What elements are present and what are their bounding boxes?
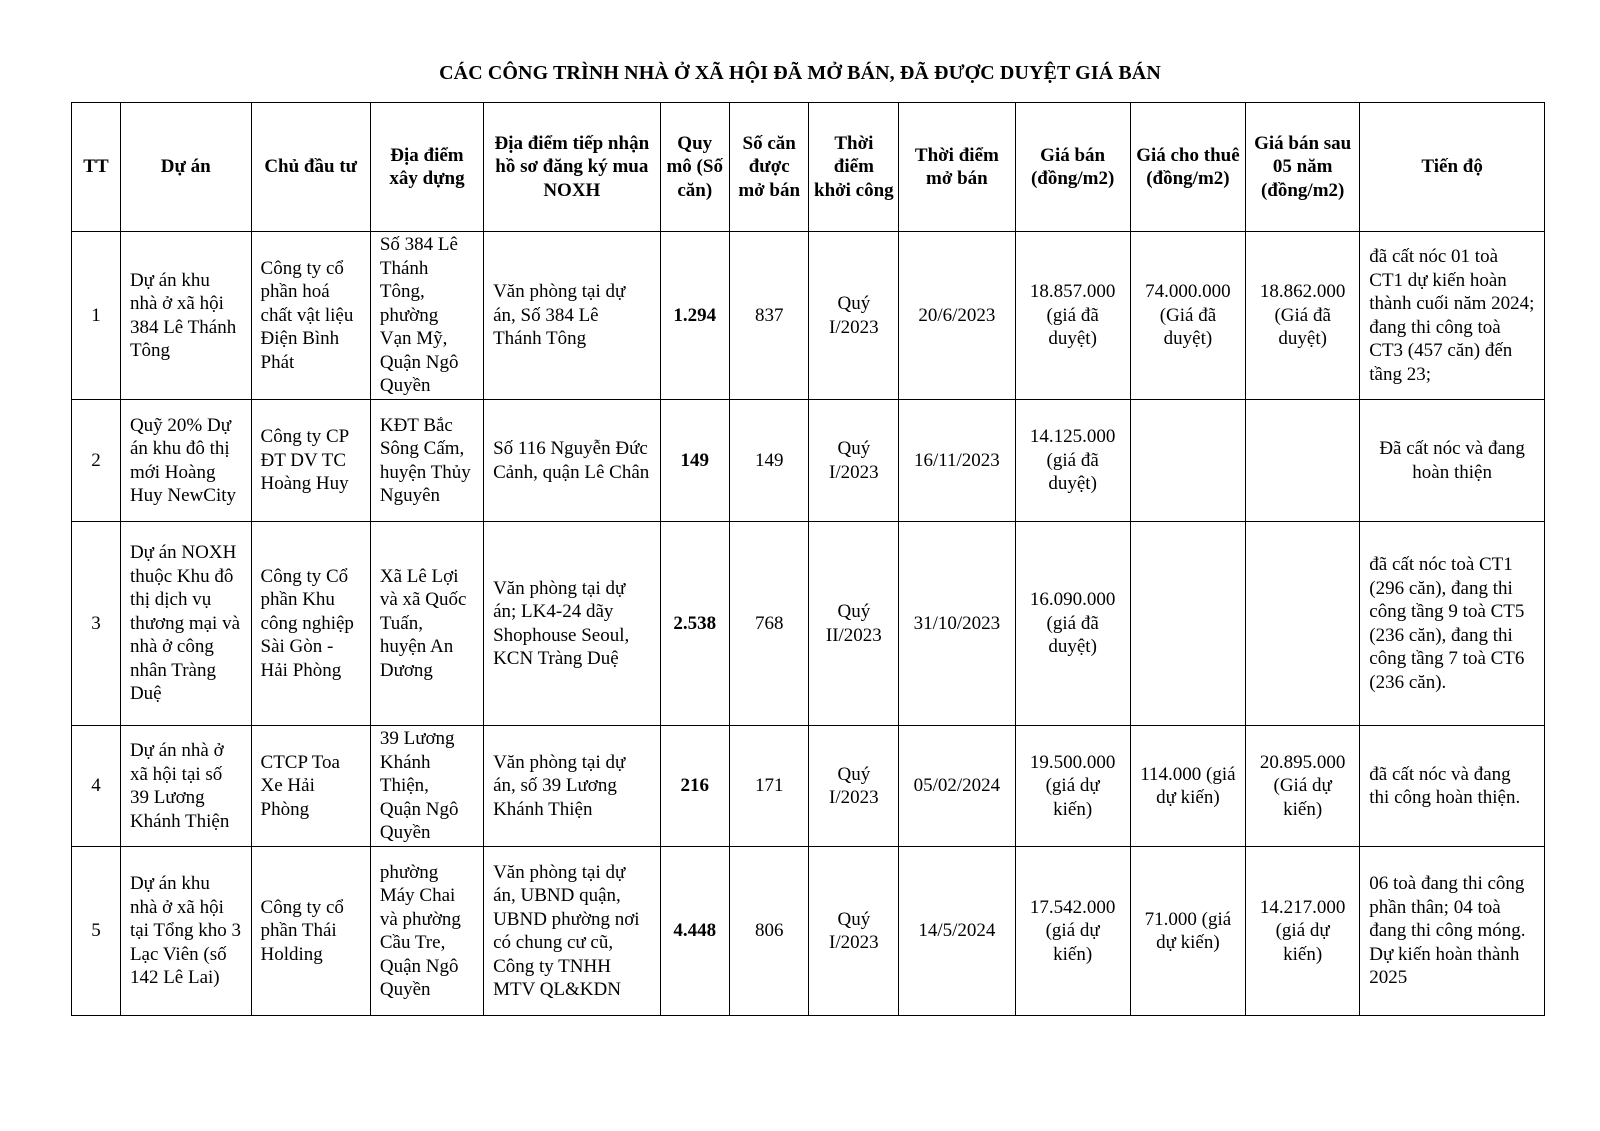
table-row — [72, 847, 1545, 1016]
table-row — [72, 522, 1545, 726]
cell-gia-thue: 71.000 (giá dự kiến) — [1130, 847, 1245, 1016]
cell-so-can: 149 — [729, 400, 809, 522]
cell-tiep-nhan: Văn phòng tại dự án; LK4-24 dãy Shophouse Seoul, KCN Tràng Duệ — [484, 522, 660, 726]
cell-dia-diem: Số 384 Lê Thánh Tông, phường Vạn Mỹ, Quận Ngô Quyền — [370, 232, 483, 400]
cell-so-can: 806 — [729, 847, 809, 1016]
header-gia-ban: Giá bán (đồng/m2) — [1015, 103, 1130, 232]
table-row — [72, 232, 1545, 400]
cell-tien-do: 06 toà đang thi công phần thân; 04 toà đang thi công móng. Dự kiến hoàn thành 2025 — [1360, 847, 1545, 1016]
cell-quy-mo: 149 — [660, 400, 729, 522]
header-tt: TT — [72, 103, 121, 232]
cell-dia-diem: Xã Lê Lợi và xã Quốc Tuấn, huyện An Dương — [370, 522, 483, 726]
cell-tt: 1 — [72, 232, 121, 400]
cell-gia-thue: 114.000 (giá dự kiến) — [1130, 726, 1245, 847]
cell-gia-sau5: 18.862.000 (Giá đã duyệt) — [1246, 232, 1360, 400]
cell-tiep-nhan: Văn phòng tại dự án, Số 384 Lê Thánh Tông — [484, 232, 660, 400]
header-chu-dau-tu: Chủ đầu tư — [251, 103, 370, 232]
cell-du-an: Dự án nhà ở xã hội tại số 39 Lương Khánh Thiện — [120, 726, 251, 847]
cell-tt: 3 — [72, 522, 121, 726]
cell-chu-dau-tu: Công ty CP ĐT DV TC Hoàng Huy — [251, 400, 370, 522]
header-gia-sau5: Giá bán sau 05 năm (đồng/m2) — [1246, 103, 1360, 232]
header-khoi-cong: Thời điểm khởi công — [809, 103, 899, 232]
page-title: CÁC CÔNG TRÌNH NHÀ Ở XÃ HỘI ĐÃ MỞ BÁN, ĐÃ ĐƯỢC DUYỆT GIÁ BÁN — [439, 62, 1161, 84]
cell-chu-dau-tu: Công ty cổ phần Thái Holding — [251, 847, 370, 1016]
housing-projects-table — [71, 102, 1545, 1016]
cell-tien-do: đã cất nóc toà CT1 (296 căn), đang thi công tầng 9 toà CT5 (236 căn), đang thi công tầng 7 toà CT6 (236 căn). — [1360, 522, 1545, 726]
cell-khoi-cong: Quý I/2023 — [809, 726, 899, 847]
cell-tien-do: Đã cất nóc và đang hoàn thiện — [1360, 400, 1545, 522]
cell-so-can: 171 — [729, 726, 809, 847]
cell-gia-thue — [1130, 400, 1245, 522]
cell-khoi-cong: Quý I/2023 — [809, 847, 899, 1016]
cell-gia-ban: 14.125.000 (giá đã duyệt) — [1015, 400, 1130, 522]
cell-gia-thue: 74.000.000 (Giá đã duyệt) — [1130, 232, 1245, 400]
cell-tiep-nhan: Văn phòng tại dự án, UBND quận, UBND phường nơi có chung cư cũ, Công ty TNHH MTV QL&KDN — [484, 847, 660, 1016]
header-mo-ban: Thời điểm mở bán — [899, 103, 1015, 232]
cell-dia-diem: phường Máy Chai và phường Cầu Tre, Quận Ngô Quyền — [370, 847, 483, 1016]
cell-mo-ban: 16/11/2023 — [899, 400, 1015, 522]
cell-so-can: 768 — [729, 522, 809, 726]
cell-chu-dau-tu: Công ty cổ phần hoá chất vật liệu Điện Bình Phát — [251, 232, 370, 400]
header-gia-thue: Giá cho thuê (đồng/m2) — [1130, 103, 1245, 232]
cell-chu-dau-tu: CTCP Toa Xe Hải Phòng — [251, 726, 370, 847]
cell-quy-mo: 216 — [660, 726, 729, 847]
cell-du-an: Quỹ 20% Dự án khu đô thị mới Hoàng Huy NewCity — [120, 400, 251, 522]
header-row — [72, 103, 1545, 232]
cell-gia-sau5 — [1246, 522, 1360, 726]
cell-gia-sau5: 20.895.000 (Giá dự kiến) — [1246, 726, 1360, 847]
cell-du-an: Dự án NOXH thuộc Khu đô thị dịch vụ thương mại và nhà ở công nhân Tràng Duệ — [120, 522, 251, 726]
cell-dia-diem: KĐT Bắc Sông Cấm, huyện Thủy Nguyên — [370, 400, 483, 522]
cell-tiep-nhan: Số 116 Nguyễn Đức Cảnh, quận Lê Chân — [484, 400, 660, 522]
cell-mo-ban: 31/10/2023 — [899, 522, 1015, 726]
cell-khoi-cong: Quý I/2023 — [809, 232, 899, 400]
cell-gia-ban: 19.500.000 (giá dự kiến) — [1015, 726, 1130, 847]
cell-du-an: Dự án khu nhà ở xã hội tại Tổng kho 3 Lạc Viên (số 142 Lê Lai) — [120, 847, 251, 1016]
cell-gia-ban: 18.857.000 (giá đã duyệt) — [1015, 232, 1130, 400]
header-du-an: Dự án — [120, 103, 251, 232]
cell-gia-sau5: 14.217.000 (giá dự kiến) — [1246, 847, 1360, 1016]
header-so-can: Số căn được mở bán — [729, 103, 809, 232]
cell-gia-ban: 17.542.000 (giá dự kiến) — [1015, 847, 1130, 1016]
table-row — [72, 400, 1545, 522]
cell-so-can: 837 — [729, 232, 809, 400]
cell-tien-do: đã cất nóc và đang thi công hoàn thiện. — [1360, 726, 1545, 847]
cell-du-an: Dự án khu nhà ở xã hội 384 Lê Thánh Tông — [120, 232, 251, 400]
table-row — [72, 726, 1545, 847]
cell-quy-mo: 2.538 — [660, 522, 729, 726]
cell-khoi-cong: Quý II/2023 — [809, 522, 899, 726]
cell-tien-do: đã cất nóc 01 toà CT1 dự kiến hoàn thành cuối năm 2024; đang thi công toà CT3 (457 căn) đến tầng 23; — [1360, 232, 1545, 400]
cell-quy-mo: 1.294 — [660, 232, 729, 400]
cell-dia-diem: 39 Lương Khánh Thiện, Quận Ngô Quyền — [370, 726, 483, 847]
cell-gia-thue — [1130, 522, 1245, 726]
cell-khoi-cong: Quý I/2023 — [809, 400, 899, 522]
header-quy-mo: Quy mô (Số căn) — [660, 103, 729, 232]
header-dia-diem: Địa điểm xây dựng — [370, 103, 483, 232]
cell-mo-ban: 14/5/2024 — [899, 847, 1015, 1016]
cell-mo-ban: 20/6/2023 — [899, 232, 1015, 400]
header-tien-do: Tiến độ — [1360, 103, 1545, 232]
cell-quy-mo: 4.448 — [660, 847, 729, 1016]
cell-tt: 5 — [72, 847, 121, 1016]
cell-mo-ban: 05/02/2024 — [899, 726, 1015, 847]
cell-tt: 4 — [72, 726, 121, 847]
cell-gia-sau5 — [1246, 400, 1360, 522]
cell-tt: 2 — [72, 400, 121, 522]
cell-gia-ban: 16.090.000 (giá đã duyệt) — [1015, 522, 1130, 726]
header-tiep-nhan: Địa điểm tiếp nhận hồ sơ đăng ký mua NOXH — [484, 103, 660, 232]
cell-chu-dau-tu: Công ty Cổ phần Khu công nghiệp Sài Gòn - Hải Phòng — [251, 522, 370, 726]
cell-tiep-nhan: Văn phòng tại dự án, số 39 Lương Khánh Thiện — [484, 726, 660, 847]
